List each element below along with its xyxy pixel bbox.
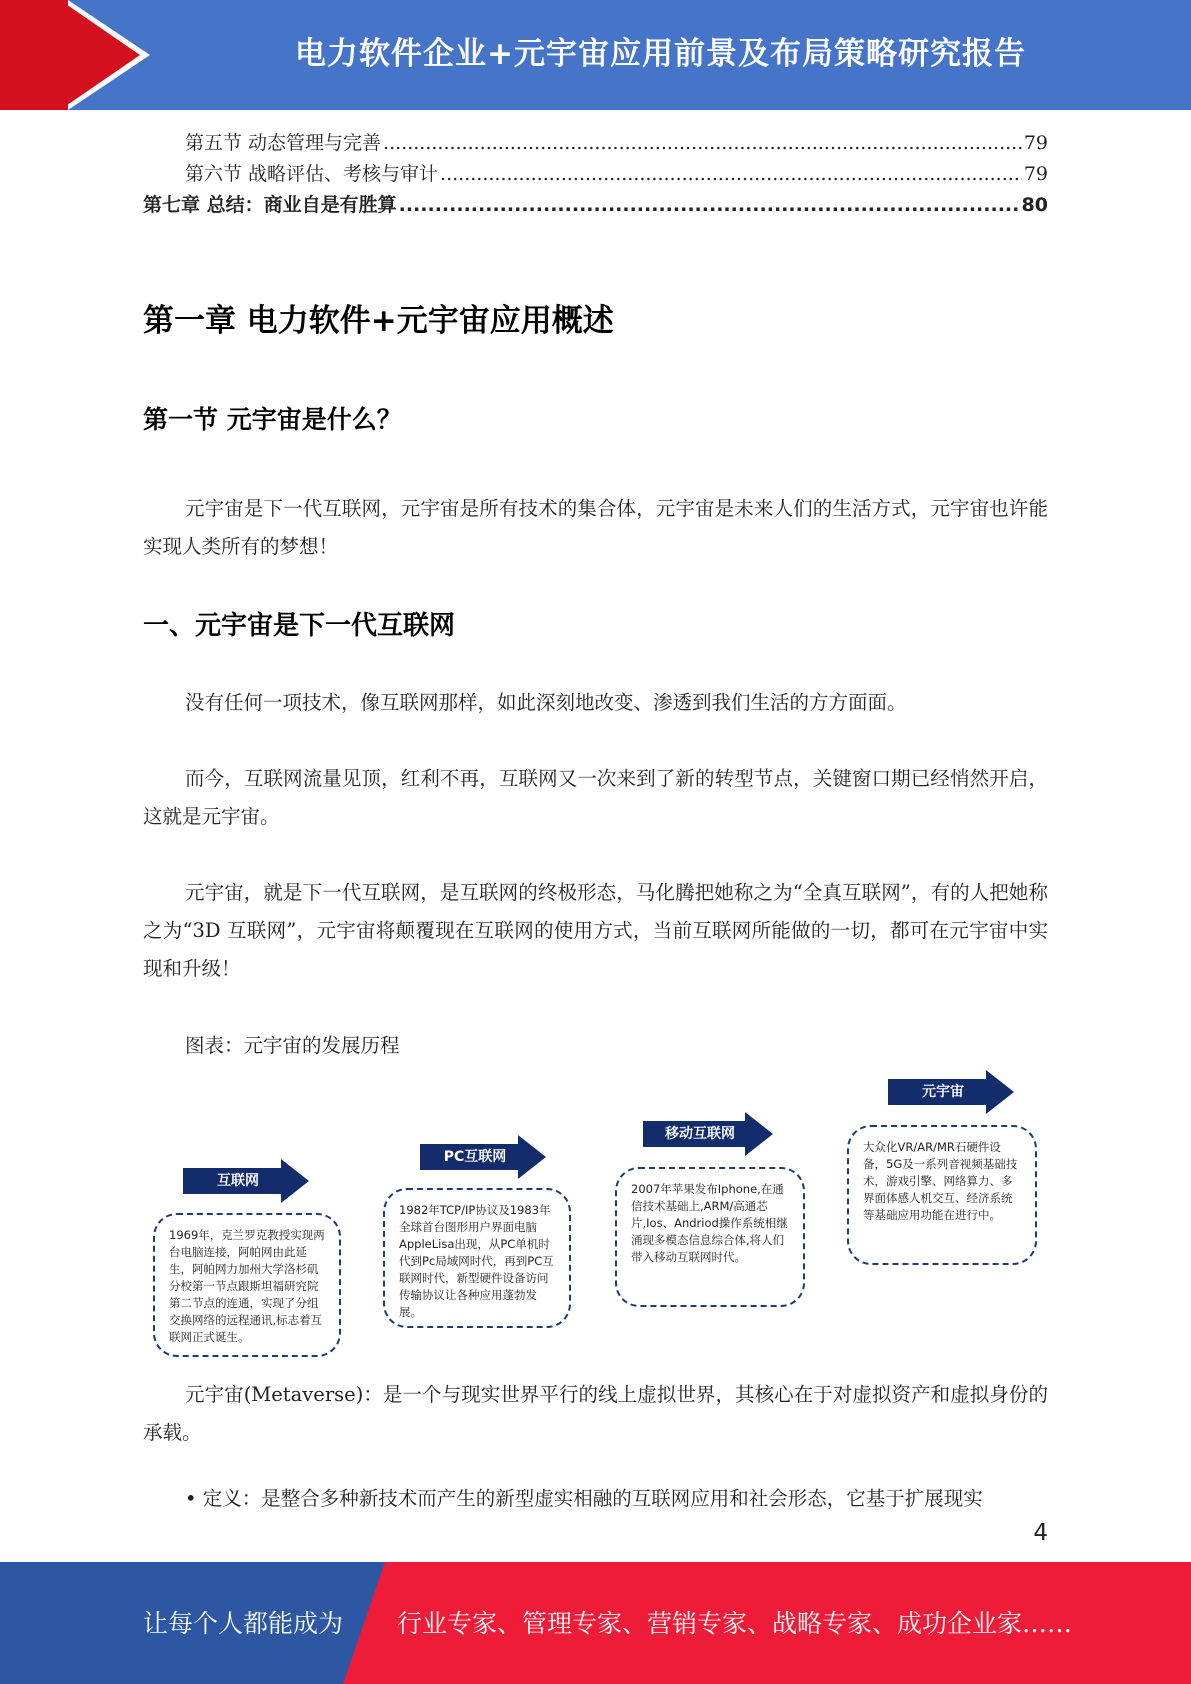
header-red-band <box>0 0 68 110</box>
toc-entry-title: 第六节 战略评估、考核与审计 <box>185 163 439 185</box>
paragraph-2: 而今，互联网流量见顶，红利不再，互联网又一次来到了新的转型节点，关键窗口期已经悄然开启，这就是元宇宙。 <box>143 767 1048 828</box>
paragraph-4: 元宇宙(Metaverse)：是一个与现实世界平行的线上虚拟世界，其核心在于对虚拟资产和虚拟身份的承载。 <box>143 1383 1048 1444</box>
toc-entry-page: 80 <box>1021 194 1048 216</box>
paragraph-1: 没有任何一项技术，像互联网那样，如此深刻地改变、渗透到我们生活的方方面面。 <box>185 691 907 714</box>
toc-entry-title: 第五节 动态管理与完善 <box>185 132 382 154</box>
page-header <box>0 0 1191 110</box>
toc-entry[interactable] <box>143 128 1048 156</box>
metaverse-timeline-diagram <box>143 1065 1048 1365</box>
toc-entry-page: 79 <box>1023 163 1048 185</box>
footer-slogan-right: 行业专家、管理专家、营销专家、战略专家、成功企业家…… <box>397 1609 1073 1638</box>
timeline-stage-label: 元宇宙 <box>922 1084 964 1100</box>
footer-slogan-left: 让每个人都能成为 <box>143 1609 344 1638</box>
timeline-stage-box: 大众化VR/AR/MR石硬件设备，5G及一系列音视频基础技术，游戏引擎、网络算力、多界面体感人机交互、经济系统等基础应用功能在进行中。 <box>847 1125 1037 1265</box>
timeline-arrow <box>888 1070 1014 1114</box>
timeline-stage-label: 移动互联网 <box>665 1126 735 1142</box>
timeline-arrow <box>183 1159 309 1203</box>
toc-entry[interactable] <box>143 190 1048 218</box>
toc-entry-page: 79 <box>1023 132 1048 154</box>
section-title: 第一节 元宇宙是什么？ <box>143 405 402 434</box>
timeline-stage-label: 互联网 <box>217 1173 259 1189</box>
toc-entry[interactable] <box>143 159 1048 187</box>
paragraph-intro: 元宇宙是下一代互联网，元宇宙是所有技术的集合体，元宇宙是未来人们的生活方式，元宇宙也许能实现人类所有的梦想！ <box>143 497 1048 558</box>
toc-leader-dots <box>383 132 1022 154</box>
timeline-stage-label: PC互联网 <box>443 1149 507 1165</box>
paragraph-3: 元宇宙，就是下一代互联网，是互联网的终极形态，马化腾把她称之为“全真互联网”，有的人把她称之为“3D 互联网”，元宇宙将颠覆现在互联网的使用方式，当前互联网所能做的一切，都可在元宇宙中实现和升级！ <box>143 881 1048 980</box>
page-footer <box>0 1562 1191 1684</box>
chapter-title: 第一章 电力软件+元宇宙应用概述 <box>143 303 614 339</box>
header-red-chevron <box>60 0 140 110</box>
timeline-stage-box: 1982年TCP/IP协议及1983年全球首台图形用户界面电脑AppleLisa出现，从PC单机时代到Pc局域网时代，再到PC互联网时代，新型硬件设备访问传输协议让各种应用蓬勃发展。 <box>383 1188 571 1328</box>
page-number: 4 <box>1033 1520 1048 1546</box>
toc-leader-dots <box>399 194 1020 216</box>
subheading: 一、元宇宙是下一代互联网 <box>143 611 456 641</box>
timeline-arrow <box>643 1112 773 1156</box>
timeline-stage-box: 1969年，克兰罗克教授实现两台电脑连接，阿帕网由此延生，阿帕网力加州大学洛杉矶分校第一节点跟斯坦福研究院第二节点的连通，实现了分组交换网络的远程通讯,标志着互联网正式诞生。 <box>153 1213 341 1357</box>
timeline-stage-box: 2007年苹果发布Iphone,在通信技术基础上,ARM/高通芯片,Ios、Andriod操作系统相继涌现多模态信息综合体,将人们带入移动互联网时代。 <box>615 1167 805 1307</box>
figure-caption: 图表：元宇宙的发展历程 <box>185 1034 400 1057</box>
toc-entry-title: 第七章 总结：商业自是有胜算 <box>143 194 397 216</box>
toc-leader-dots <box>440 163 1022 185</box>
definition-bullet: • 定义：是整合多种新技术而产生的新型虚实相融的互联网应用和社会形态，它基于扩展现实 <box>185 1487 983 1510</box>
timeline-arrow <box>420 1135 546 1179</box>
report-title: 电力软件企业+元宇宙应用前景及布局策略研究报告 <box>295 36 1026 72</box>
